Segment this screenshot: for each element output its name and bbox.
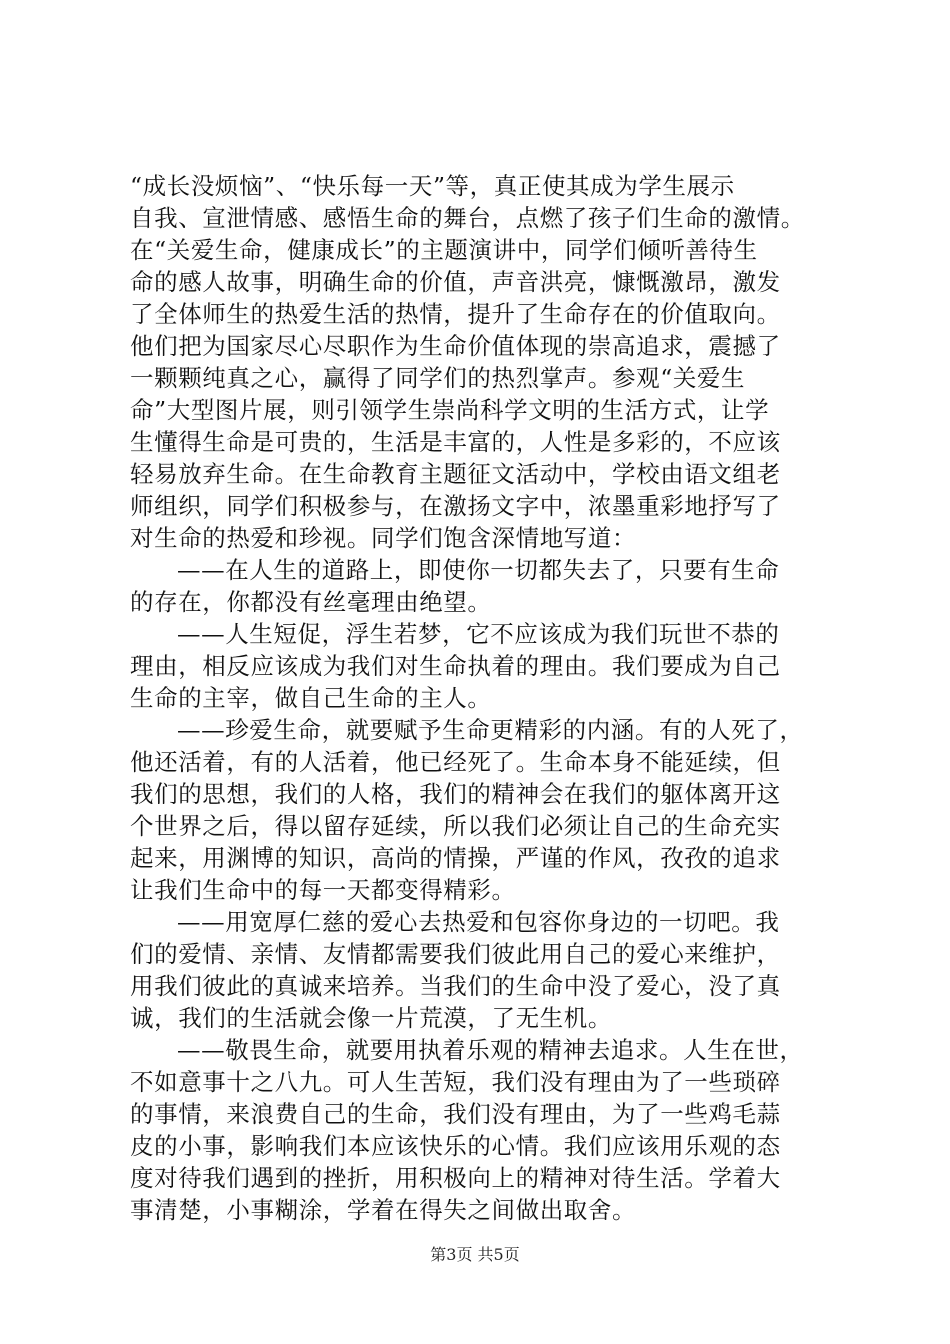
text-line: 起来，用渊博的知识，高尚的情操，严谨的作风，孜孜的追求: [130, 844, 781, 872]
text-line: 对生命的热爱和珍视。同学们饱含深情地写道：: [130, 524, 637, 552]
text-line: 他还活着，有的人活着，他已经死了。生命本身不能延续，但: [130, 748, 781, 776]
text-line: 皮的小事，影响我们本应该快乐的心情。我们应该用乐观的态: [130, 1132, 781, 1160]
text-line: 个世界之后，得以留存延续，所以我们必须让自己的生命充实: [130, 812, 781, 840]
text-line: 了全体师生的热爱生活的热情，提升了生命存在的价值取向。: [130, 300, 781, 328]
text-line: 命的感人故事，明确生命的价值，声音洪亮，慷慨激昂，激发: [130, 268, 781, 296]
quote-line: ——珍爱生命，就要赋予生命更精彩的内涵。有的人死了，: [177, 716, 804, 744]
quote-line: ——在人生的道路上，即使你一切都失去了，只要有生命: [177, 556, 780, 584]
text-line: 们的爱情、亲情、友情都需要我们彼此用自己的爱心来维护，: [130, 940, 781, 968]
text-line: 我们的思想，我们的人格，我们的精神会在我们的躯体离开这: [130, 780, 781, 808]
text-line: 轻易放弃生命。在生命教育主题征文活动中，学校由语文组老: [130, 460, 781, 488]
text-line: 的事情，来浪费自己的生命，我们没有理由，为了一些鸡毛蒜: [130, 1100, 781, 1128]
text-line: 理由，相反应该成为我们对生命执着的理由。我们要成为自己: [130, 652, 781, 680]
text-line: 事清楚，小事糊涂，学着在得失之间做出取舍。: [130, 1196, 637, 1224]
text-line: 一颗颗纯真之心，赢得了同学们的热烈掌声。参观“关爱生: [130, 364, 746, 392]
text-line: 他们把为国家尽心尽职作为生命价值体现的崇高追求，震撼了: [130, 332, 781, 360]
text-line: 在“关爱生命，健康成长”的主题演讲中，同学们倾听善待生: [130, 236, 758, 264]
text-line: 不如意事十之八九。可人生苦短，我们没有理由为了一些琐碎: [130, 1068, 781, 1096]
text-line: 的存在，你都没有丝毫理由绝望。: [130, 588, 492, 616]
text-line: 自我、宣泄情感、感悟生命的舞台，点燃了孩子们生命的激情。: [130, 204, 805, 232]
text-line: 用我们彼此的真诚来培养。当我们的生命中没了爱心，没了真: [130, 972, 781, 1000]
text-line: 生懂得生命是可贵的，生活是丰富的，人性是多彩的，不应该: [130, 428, 781, 456]
text-line: 命”大型图片展，则引领学生崇尚科学文明的生活方式，让学: [130, 396, 770, 424]
text-line: 师组织，同学们积极参与，在激扬文字中，浓墨重彩地抒写了: [130, 492, 781, 520]
quote-line: ——敬畏生命，就要用执着乐观的精神去追求。人生在世，: [177, 1036, 804, 1064]
quote-line: ——用宽厚仁慈的爱心去热爱和包容你身边的一切吧。我: [177, 908, 780, 936]
text-line: 生命的主宰，做自己生命的主人。: [130, 684, 492, 712]
text-line: 让我们生命中的每一天都变得精彩。: [130, 876, 516, 904]
page-footer: [0, 1245, 950, 1265]
text-line: 诚，我们的生活就会像一片荒漠，了无生机。: [130, 1004, 612, 1032]
text-line: “成长没烦恼”、“快乐每一天”等，真正使其成为学生展示: [130, 172, 735, 200]
page-number: 第3页 共5页: [430, 1245, 520, 1264]
body-text: [130, 170, 830, 1226]
text-line: 度对待我们遇到的挫折，用积极向上的精神对待生活。学着大: [130, 1164, 781, 1192]
quote-line: ——人生短促，浮生若梦，它不应该成为我们玩世不恭的: [177, 620, 780, 648]
